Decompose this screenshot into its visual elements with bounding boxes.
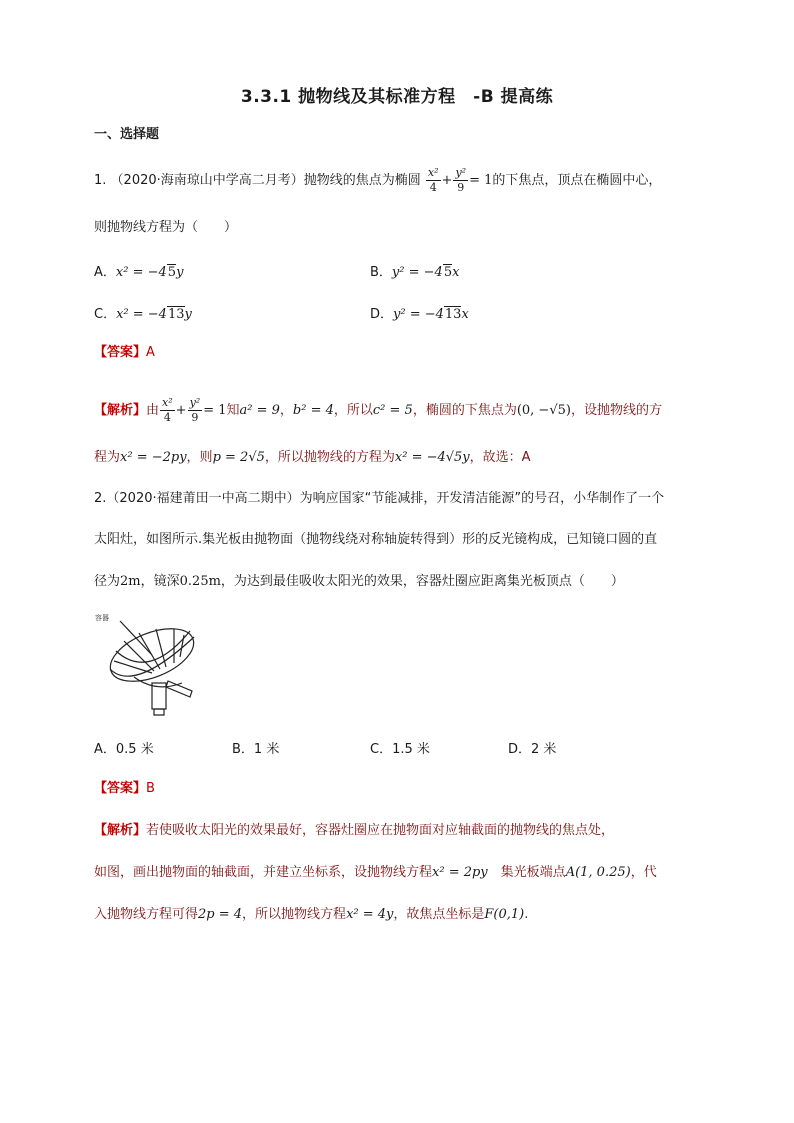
q1-answer: 【答案】A — [94, 345, 155, 360]
q1-frac-y: $\frac{\text{y²}}{9}$ — [455, 166, 467, 194]
q2-option-a: A．0.5 米 — [94, 742, 154, 757]
q1-stem-b: 的下焦点，顶点在椭圆中心， — [492, 173, 662, 188]
q1-analysis-line2: 程为x² = −2py，则p = 2√5，所以抛物线的方程为x² = −4√5y，故选：A — [94, 450, 531, 465]
figure-label: 容器 — [95, 614, 109, 622]
q2-answer: 【答案】B — [94, 781, 155, 796]
q1-analysis-line1: 【解析】由 $\frac{\text{x²}}{4}$ + $\frac{\text{y²}}{9}$ = 1知a² = 9，b² = 4，所以c² = 5，椭圆的下焦点为(0, −√5)，设抛物线的方 — [94, 396, 662, 424]
q1-stem-line1: 1. （2020·海南琼山中学高二月考）抛物线的焦点为椭圆 $\frac{\text{x²}}{4}$ + $\frac{\text{y²}}{9}$ = 1的下焦点，顶点在椭圆中心， — [94, 166, 662, 194]
q2-analysis-line3: 入抛物线方程可得2p = 4，所以抛物线方程x² = 4y，故焦点坐标是F(0,1). — [94, 907, 529, 922]
q1-source: （2020·海南琼山中学高二月考） — [110, 173, 304, 188]
q1-option-a: A．x² = −45y — [94, 265, 184, 280]
q2-option-b: B．1 米 — [232, 742, 280, 757]
q1-eq-tail: = 1 — [469, 173, 493, 188]
q1-stem-a: 抛物线的焦点为椭圆 — [303, 173, 421, 188]
q2-analysis-line1: 【解析】若使吸收太阳光的效果最好，容器灶圈应在抛物面对应轴截面的抛物线的焦点处， — [94, 823, 615, 838]
q1-stem-line2: 则抛物线方程为（ ） — [94, 220, 238, 235]
page-title: 3.3.1 抛物线及其标准方程 -B 提高练 — [240, 87, 554, 107]
q1-option-c: C．x² = −413y — [94, 307, 192, 322]
q1-number: 1. — [94, 173, 107, 188]
q2-analysis-line2: 如图，画出抛物面的轴截面，并建立坐标系，设抛物线方程x² = 2py 集光板端点A(1, 0.25)，代 — [94, 865, 657, 880]
q2-option-c: C．1.5 米 — [370, 742, 430, 757]
q2-stem-line1: 2.（2020·福建莆田一中高二期中）为响应国家“节能减排，开发清洁能源”的号召，小华制作了一个 — [94, 491, 665, 506]
q1-option-d: D．y² = −413x — [370, 307, 469, 322]
q1-option-b: B．y² = −45x — [370, 265, 460, 280]
q2-stem-line2: 太阳灶，如图所示.集光板由抛物面（抛物线绕对称轴旋转得到）形的反光镜构成，已知镜口圆的直 — [94, 532, 658, 547]
q2-stem-line3: 径为2m，镜深0.25m，为达到最佳吸收太阳光的效果，容器灶圈应距离集光板顶点（ ） — [94, 574, 624, 589]
solar-cooker-figure — [94, 611, 206, 723]
q1-frac-x: $\frac{\text{x²}}{4}$ — [427, 166, 439, 194]
q2-option-d: D．2 米 — [508, 742, 557, 757]
section-heading: 一、选择题 — [94, 127, 160, 142]
